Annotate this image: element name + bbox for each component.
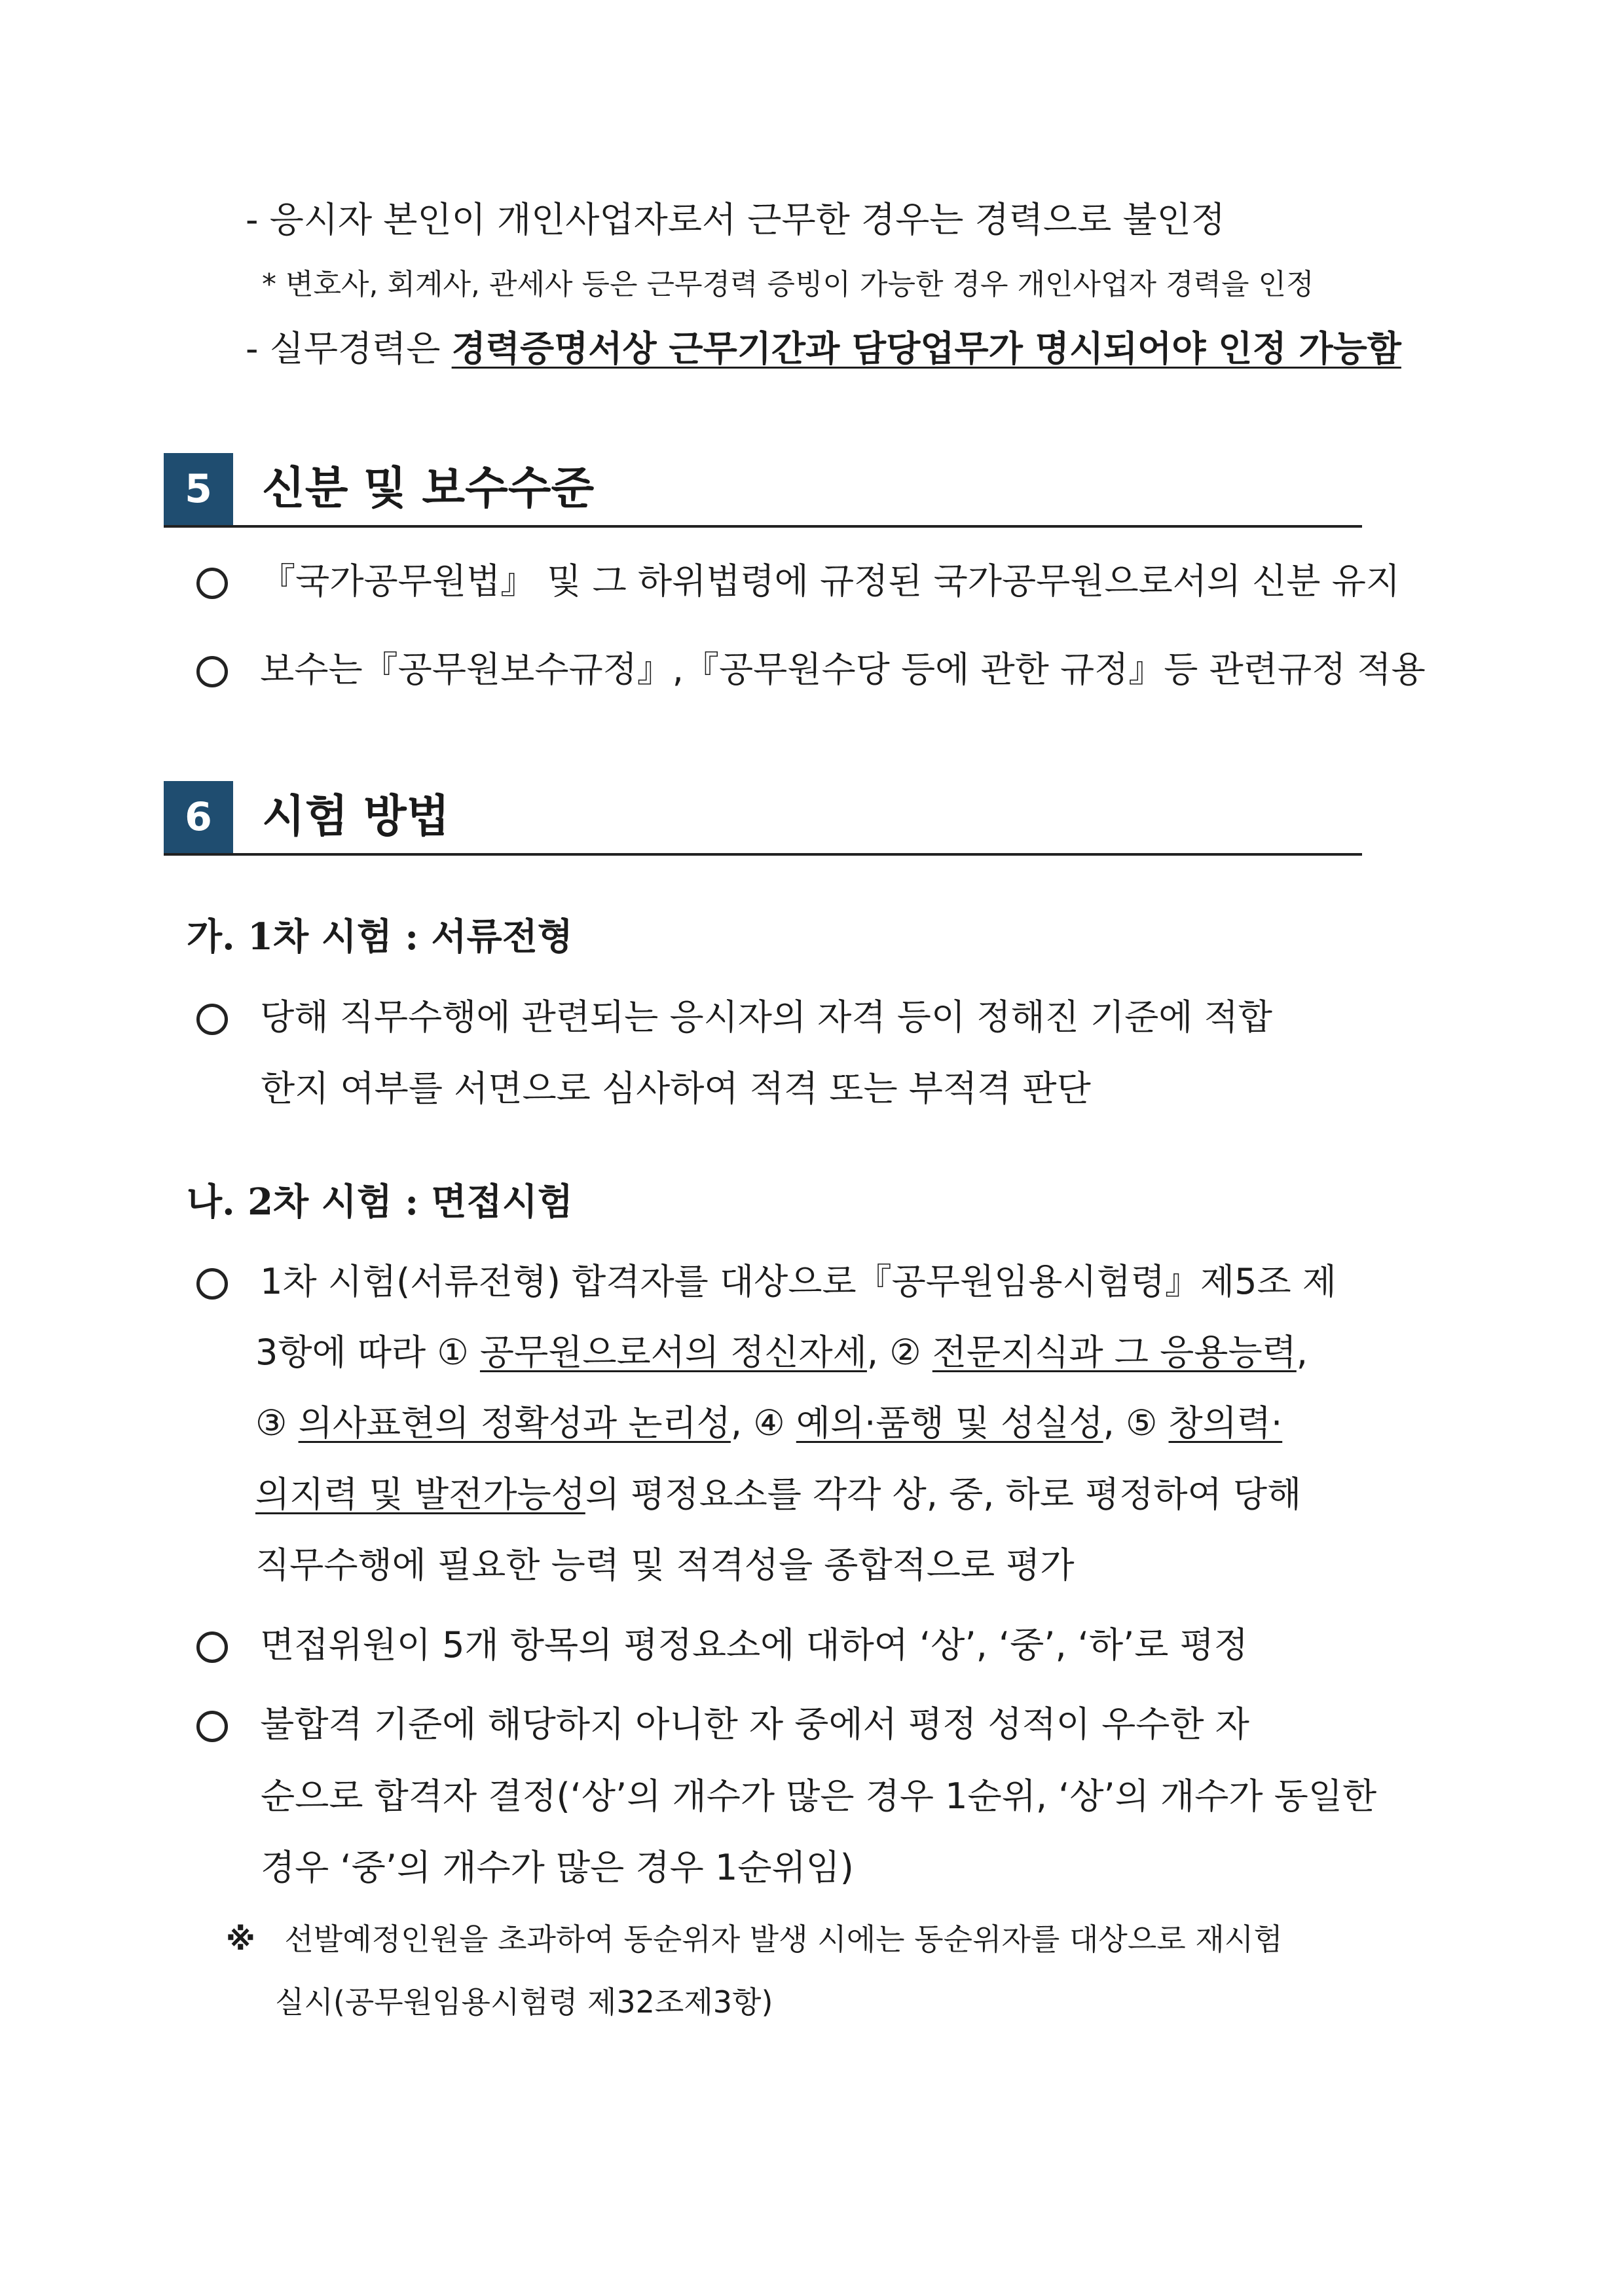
text-run: 의 평정요소를 각각 상, 중, 하로 평정하여 당해 xyxy=(585,1474,1302,1515)
sub-b-item-3-line3: 경우 ‘중’의 개수가 많은 경우 1순위임) xyxy=(261,1847,854,1888)
section-5-number: 5 xyxy=(164,453,233,525)
sub-b-item-1-line4 xyxy=(255,1471,1301,1518)
experience-dash-prefix: - 실무경력은 xyxy=(246,328,452,369)
reference-mark: ※ xyxy=(226,1922,255,1957)
experience-footnote: * 변호사, 회계사, 관세사 등은 근무경력 증빙이 가능한 경우 개인사업자 경력을 인정 xyxy=(262,268,1314,301)
sub-b-item-1-line3 xyxy=(255,1400,1282,1447)
text-run: 3항에 따라 ① xyxy=(255,1332,480,1373)
sub-b-item-1-line1: 1차 시험(서류전형) 합격자를 대상으로『공무원임용시험령』제5조 제 xyxy=(260,1261,1337,1302)
text-run: , ④ xyxy=(730,1402,796,1444)
section-6-header xyxy=(164,781,1362,856)
text-run: , ② xyxy=(866,1332,932,1373)
sub-b-item-1-line5: 직무수행에 필요한 능력 및 적격성을 종합적으로 평가 xyxy=(255,1544,1075,1586)
criterion-expertise: 전문지식과 그 응용능력 xyxy=(932,1332,1297,1373)
section-6-title: 시험 방법 xyxy=(262,791,450,843)
criterion-manners: 예의·품행 및 성실성 xyxy=(796,1402,1103,1444)
circle-bullet-icon xyxy=(196,1631,228,1663)
circle-bullet-icon xyxy=(196,656,228,687)
sub-b-item-1 xyxy=(196,1258,1337,1305)
sub-b-item-3-line1: 불합격 기준에 해당하지 아니한 자 중에서 평정 성적이 우수한 자 xyxy=(260,1704,1249,1745)
sub-b-item-3-line2: 순으로 합격자 결정(‘상’의 개수가 많은 경우 1순위, ‘상’의 개수가 동일한 xyxy=(261,1776,1377,1817)
sub-a-item xyxy=(196,994,1272,1041)
section-5-item-2 xyxy=(196,646,1426,693)
section-5-item-1 xyxy=(196,558,1400,605)
sub-b-item-2-text: 면접위원이 5개 항목의 평정요소에 대하여 ‘상’, ‘중’, ‘하’로 평정 xyxy=(260,1624,1248,1666)
criterion-creativity: 창의력· xyxy=(1168,1402,1283,1444)
sub-a-item-line2: 한지 여부를 서면으로 심사하여 적격 또는 부적격 판단 xyxy=(261,1068,1091,1109)
sub-heading-b: 나. 2차 시험 : 면접시험 xyxy=(187,1180,573,1224)
section-5-header xyxy=(164,453,1362,528)
sub-b-item-1-line2 xyxy=(255,1329,1308,1376)
section-6-number: 6 xyxy=(164,781,233,853)
reference-note xyxy=(226,1920,1283,1959)
circle-bullet-icon xyxy=(196,1711,228,1742)
criterion-willpower: 의지력 및 발전가능성 xyxy=(255,1474,585,1515)
experience-dash-item-2 xyxy=(246,325,1401,373)
text-run: , xyxy=(1296,1332,1308,1373)
sub-a-item-line1: 당해 직무수행에 관련되는 응시자의 자격 등이 정해진 기준에 적합 xyxy=(260,996,1272,1038)
section-5-title: 신분 및 보수수준 xyxy=(262,463,595,515)
experience-emphasis: 경력증명서상 근무기간과 담당업무가 명시되어야 인정 가능함 xyxy=(451,328,1401,369)
sub-b-item-3 xyxy=(196,1701,1249,1748)
sub-heading-a: 가. 1차 시험 : 서류전형 xyxy=(187,915,573,958)
circle-bullet-icon xyxy=(196,568,228,599)
reference-note-line2: 실시(공무원임용시험령 제32조제3항) xyxy=(275,1984,773,2020)
criterion-mental-attitude: 공무원으로서의 정신자세 xyxy=(479,1332,867,1373)
criterion-expression: 의사표현의 정확성과 논리성 xyxy=(298,1402,731,1444)
circle-bullet-icon xyxy=(196,1268,228,1300)
text-run: , ⑤ xyxy=(1103,1402,1169,1444)
circle-bullet-icon xyxy=(196,1004,228,1035)
reference-note-line1: 선발예정인원을 초과하여 동순위자 발생 시에는 동순위자를 대상으로 재시험 xyxy=(284,1922,1283,1957)
sub-b-item-2 xyxy=(196,1622,1248,1669)
section-5-item-2-text: 보수는『공무원보수규정』,『공무원수당 등에 관한 규정』등 관련규정 적용 xyxy=(260,649,1426,690)
experience-dash-item-1: - 응시자 본인이 개인사업자로서 근무한 경우는 경력으로 불인정 xyxy=(246,199,1225,240)
section-5-item-1-text: 『국가공무원법』 및 그 하위법령에 규정된 국가공무원으로서의 신분 유지 xyxy=(260,560,1401,602)
text-run: ③ xyxy=(255,1402,299,1444)
